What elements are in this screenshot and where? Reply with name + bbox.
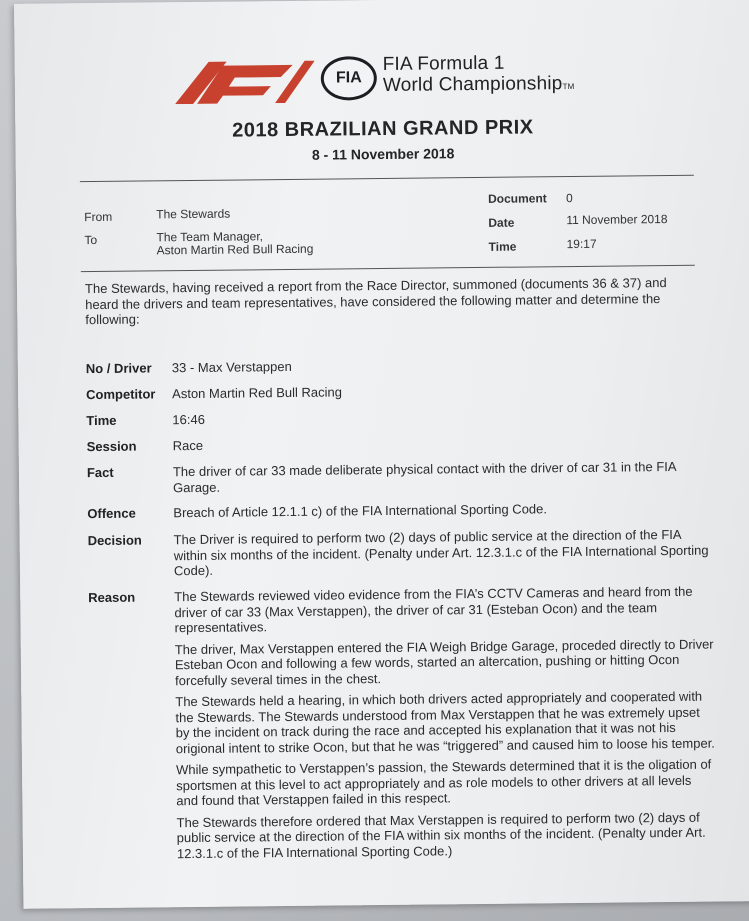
stewards-decision-document (14, 0, 749, 909)
reason-paragraph-1: The Stewards reviewed video evidence from the FIA’s CCTV Cameras and heard from the driver of car 33 (Max Verstappen), the driver of car 31 (Esteban Ocon) and the team representatives. (174, 583, 693, 636)
from-label: From (84, 209, 113, 225)
document-value: 0 (566, 191, 573, 206)
time-value: 19:17 (566, 236, 597, 252)
time-label: Time (488, 239, 517, 254)
wordmark-line-1: FIA Formula 1 (382, 52, 505, 75)
competitor-value: Aston Martin Red Bull Racing (172, 384, 342, 402)
f1-logo-icon (175, 53, 316, 104)
decision-label: Decision (87, 532, 142, 549)
fact-value: The driver of car 33 made deliberate physical contact with the driver of car 31 in the FIA Garage. (172, 458, 676, 495)
championship-wordmark (383, 52, 575, 99)
reason-paragraph-3: The Stewards held a hearing, in which both drivers acted appropriately and cooperated with the Stewards. The Stewards understood from Max Verstappen that he was extremely upset by the incident on track during the race and accepted his explanation that it was not his origional intent to strike Ocon, but that he was “triggered” and caused him to loose his temper. (175, 688, 715, 756)
to-value-line-1: The Team Manager, (156, 229, 264, 245)
event-title: 2018 BRAZILIAN GRAND PRIX (232, 116, 534, 142)
field-time (86, 407, 706, 429)
to-label: To (84, 232, 98, 248)
fact-label: Fact (86, 464, 114, 481)
field-driver (85, 355, 706, 377)
field-session (86, 433, 707, 455)
fia-badge-icon: FIA (321, 56, 377, 101)
intro-paragraph: The Stewards, having received a report from the Race Director, summoned (documents 36 & 37) and heard the drivers and team representatives, have considered the following matter and determine the following: (84, 275, 667, 328)
from-value: The Stewards (156, 206, 231, 222)
incident-time-label: Time (86, 412, 117, 429)
reason-paragraph-4: While sympathetic to Verstappen’s passion, the Stewards determined that it is the oligation of sportsmen at this level to act appropriately and as role models to other drivers at all levels and found that Verstappen failed in this respect. (175, 756, 712, 809)
to-value-line-2: Aston Martin Red Bull Racing (156, 241, 314, 258)
driver-value: 33 - Max Verstappen (171, 358, 292, 376)
field-reason (88, 583, 715, 861)
session-label: Session (86, 438, 137, 455)
wordmark-line-2: World ChampionshipTM (382, 73, 575, 96)
date-value: 11 November 2018 (566, 212, 668, 228)
header-divider-bottom (81, 265, 695, 272)
session-value: Race (172, 437, 204, 454)
reason-paragraph-5: The Stewards therefore ordered that Max Verstappen is required to perform two (2) days of public service at the direction of the FIA within six months of the incident. (Penalty under Art. 12.3.1.c of the FIA International Sporting Code.) (176, 809, 706, 861)
field-decision (87, 526, 709, 579)
offence-value: Breach of Article 12.1.1 c) of the FIA International Sporting Code. (173, 501, 548, 521)
header-divider-top (80, 175, 694, 182)
trademark: TM (562, 81, 575, 92)
reason-value (174, 584, 717, 868)
incident-time-value: 16:46 (172, 411, 206, 428)
reason-label: Reason (88, 589, 136, 606)
f1-championship-logo (175, 46, 616, 109)
document-label: Document (488, 191, 547, 206)
decision-value: The Driver is required to perform two (2) days of public service at the direction of the FIA within six months of the incident. (Penalty under Art. 12.3.1.c of the FIA International Sporting Code). (173, 526, 709, 579)
competitor-label: Competitor (86, 386, 156, 403)
field-fact (86, 458, 707, 495)
field-offence (87, 500, 707, 522)
field-competitor (86, 381, 706, 403)
driver-label: No / Driver (85, 360, 152, 377)
offence-label: Offence (87, 505, 136, 522)
date-label: Date (488, 215, 515, 230)
event-dates: 8 - 11 November 2018 (311, 145, 455, 163)
reason-paragraph-2: The driver, Max Verstappen entered the FIA Weigh Bridge Garage, proceded directly to Driver Esteban Ocon and following a few words, started an altercation, pushing or hitting Ocon forcefully several times in the chest. (174, 636, 714, 688)
